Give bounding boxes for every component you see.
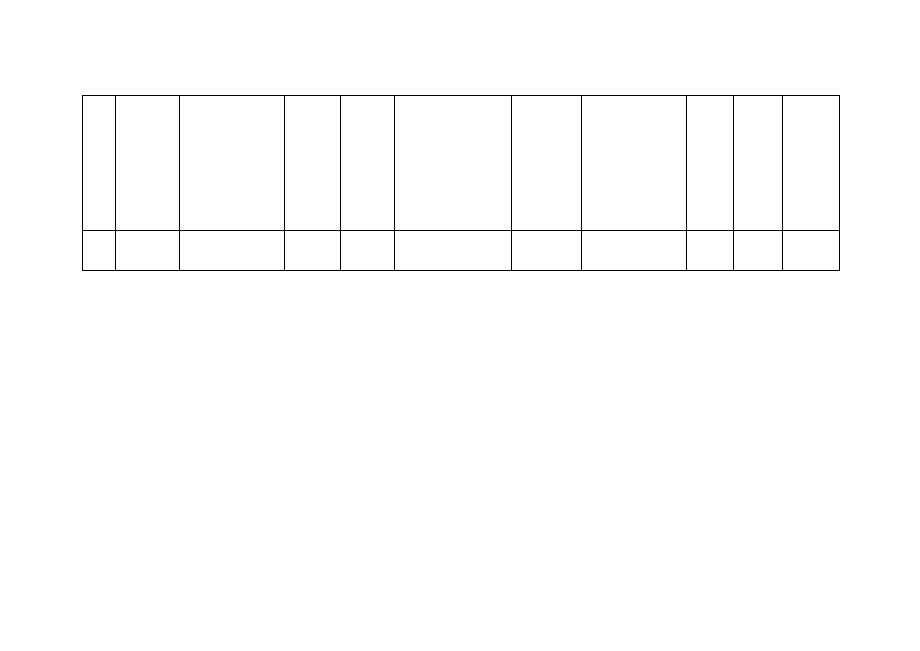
- header-total-investment: [285, 96, 341, 231]
- table-cell: [180, 231, 285, 271]
- table-cell: [341, 231, 395, 271]
- table-cell: [734, 231, 783, 271]
- header-project-category: [395, 96, 512, 231]
- total-label: [83, 231, 116, 271]
- table-cell: [116, 231, 180, 271]
- header-built-area: [783, 96, 840, 231]
- table-total-row: [83, 231, 840, 271]
- table-cell: [285, 231, 341, 271]
- header-county-bureau-name: [116, 96, 180, 231]
- table-cell: [512, 231, 582, 271]
- header-project-name: [180, 96, 285, 231]
- header-start-time: [687, 96, 734, 231]
- table-cell: [395, 231, 512, 271]
- table-cell: [687, 231, 734, 271]
- project-list-table: [82, 95, 840, 271]
- header-land-area: [582, 96, 687, 231]
- header-completion-time: [734, 96, 783, 231]
- table-header-row: [83, 96, 840, 231]
- table-cell: [582, 231, 687, 271]
- header-project-type: [512, 96, 582, 231]
- table-cell: [783, 231, 840, 271]
- header-annual-investment: [341, 96, 395, 231]
- header-serial-number: [83, 96, 116, 231]
